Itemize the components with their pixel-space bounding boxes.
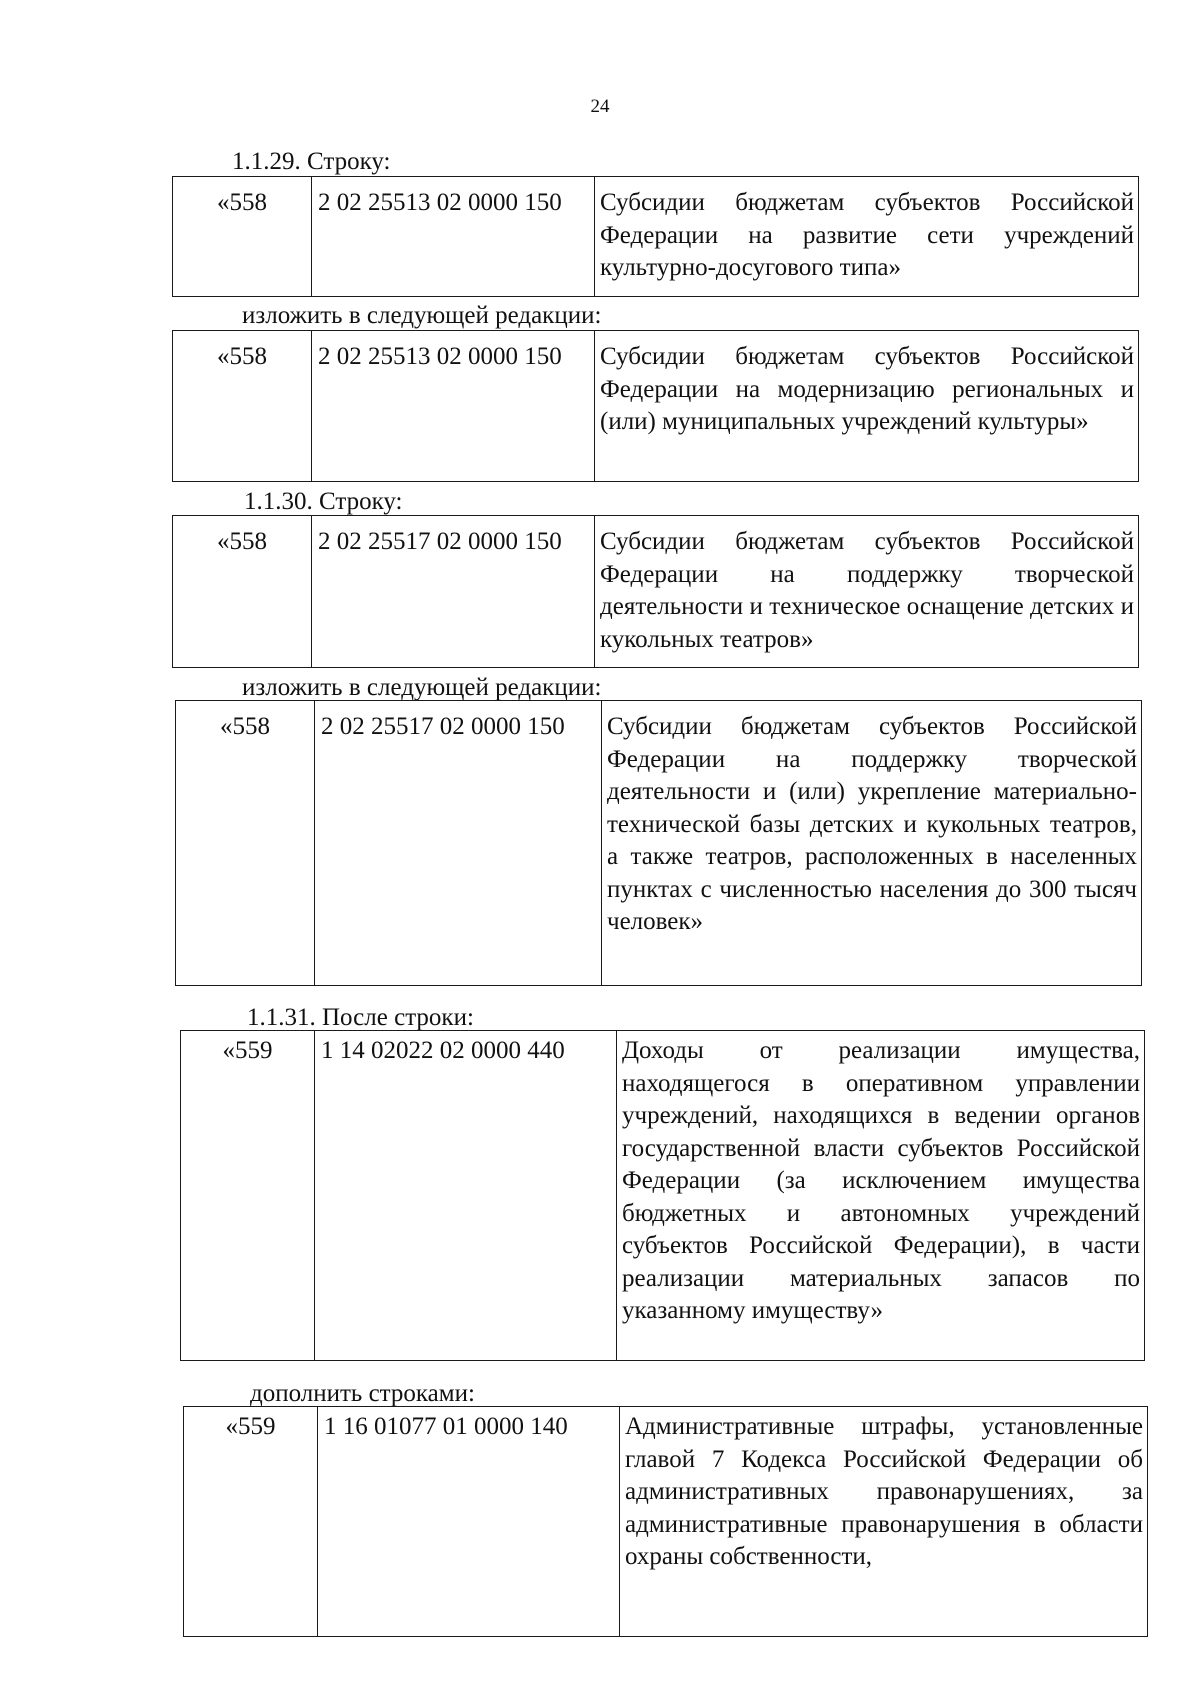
table-row bbox=[173, 331, 1139, 482]
budget-code-table bbox=[172, 330, 1139, 482]
table-row bbox=[184, 1407, 1148, 1637]
row-description: Субсидии бюджетам субъектов Российской Федерации на модернизацию региональных и (или) муниципальных учреждений культуры» bbox=[600, 343, 1134, 435]
row-description: Субсидии бюджетам субъектов Российской Федерации на поддержку творческой деятельности и (или) укрепление материально-технической базы детских и кукольных театров, а также театров, расположенных в населенных пунктах с численностью населения до 300 тысяч человек» bbox=[607, 713, 1137, 935]
row-description: Субсидии бюджетам субъектов Российской Федерации на поддержку творческой деятельности и техническое оснащение детских и кукольных театров» bbox=[600, 528, 1134, 653]
table-row bbox=[176, 701, 1142, 986]
table-row bbox=[181, 1031, 1145, 1361]
row-description-cell bbox=[620, 1407, 1148, 1637]
budget-code-table bbox=[172, 176, 1139, 297]
row-code: 2 02 25517 02 0000 150 bbox=[321, 713, 565, 740]
row-number-cell bbox=[173, 516, 312, 668]
row-description: Субсидии бюджетам субъектов Российской Федерации на развитие сети учреждений культурно-досугового типа» bbox=[600, 189, 1134, 281]
budget-code-table bbox=[172, 515, 1139, 668]
row-number: «558 bbox=[217, 189, 267, 216]
page-number: 24 bbox=[590, 96, 610, 117]
budget-code-table bbox=[183, 1406, 1148, 1637]
section-heading: 1.1.30. Строку: bbox=[244, 488, 403, 515]
row-code: 2 02 25513 02 0000 150 bbox=[318, 343, 562, 370]
budget-code-table bbox=[175, 700, 1142, 986]
row-code: 2 02 25513 02 0000 150 bbox=[318, 189, 562, 216]
section-heading: изложить в следующей редакции: bbox=[242, 674, 602, 701]
row-number-cell bbox=[181, 1031, 315, 1361]
row-code-cell bbox=[318, 1407, 620, 1637]
row-code-cell bbox=[312, 177, 595, 297]
row-description: Административные штрафы, установленные главой 7 Кодекса Российской Федерации об административных правонарушениях, за административные правонарушения в области охраны собственности, bbox=[625, 1413, 1143, 1570]
row-number-cell bbox=[176, 701, 315, 986]
row-number: «558 bbox=[217, 343, 267, 370]
row-number: «559 bbox=[225, 1413, 276, 1440]
row-description-cell bbox=[595, 516, 1139, 668]
row-number-cell bbox=[173, 177, 312, 297]
section-heading: изложить в следующей редакции: bbox=[242, 302, 602, 329]
row-code: 2 02 25517 02 0000 150 bbox=[318, 528, 562, 555]
row-description-cell bbox=[595, 331, 1139, 482]
row-description-cell bbox=[595, 177, 1139, 297]
budget-code-table bbox=[180, 1030, 1145, 1361]
table-row bbox=[173, 516, 1139, 668]
row-code: 1 16 01077 01 0000 140 bbox=[324, 1413, 568, 1440]
row-description: Доходы от реализации имущества, находящегося в оперативном управлении учреждений, находящихся в ведении органов государственной власти субъектов Российской Федерации (за исключением имущества бюджетных и автономных учреждений субъектов Российской Федерации), в части реализации материальных запасов по указанному имуществу» bbox=[622, 1037, 1140, 1324]
row-number-cell bbox=[184, 1407, 318, 1637]
row-code-cell bbox=[315, 701, 602, 986]
row-number: «558 bbox=[220, 713, 270, 740]
row-description-cell bbox=[602, 701, 1142, 986]
row-code-cell bbox=[312, 331, 595, 482]
section-heading: 1.1.31. После строки: bbox=[247, 1004, 474, 1031]
section-heading: 1.1.29. Строку: bbox=[232, 148, 391, 175]
row-number: «559 bbox=[222, 1037, 273, 1064]
section-heading: дополнить строками: bbox=[250, 1380, 475, 1407]
row-number-cell bbox=[173, 331, 312, 482]
row-code-cell bbox=[315, 1031, 617, 1361]
row-code-cell bbox=[312, 516, 595, 668]
row-description-cell bbox=[617, 1031, 1145, 1361]
row-code: 1 14 02022 02 0000 440 bbox=[321, 1037, 565, 1064]
table-row bbox=[173, 177, 1139, 297]
row-number: «558 bbox=[217, 528, 267, 555]
